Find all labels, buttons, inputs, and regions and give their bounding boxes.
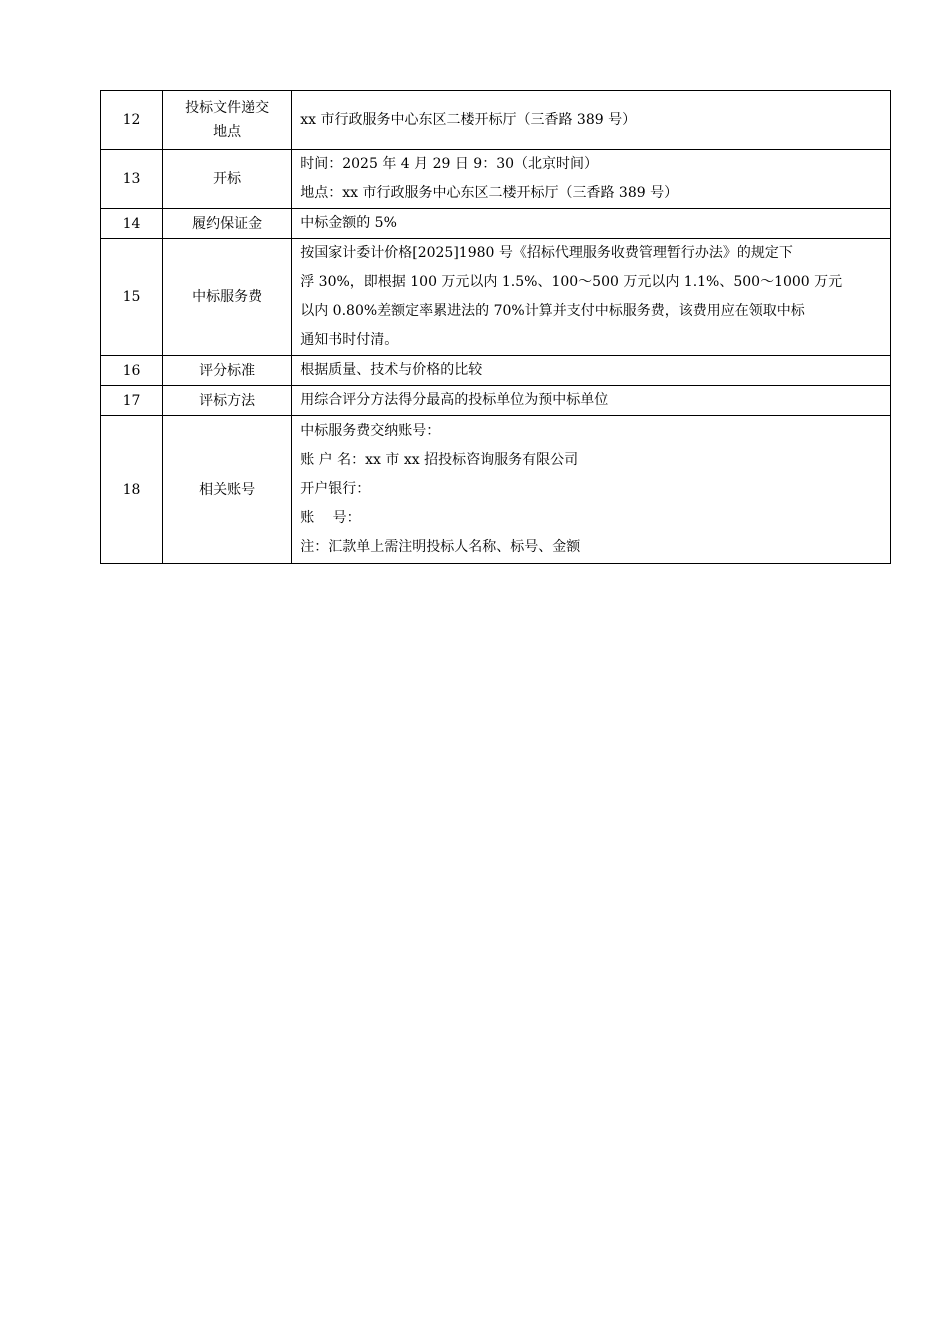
table-row bbox=[101, 416, 891, 564]
row-number: 14 bbox=[101, 209, 163, 239]
row-content-line: 注：汇款单上需注明投标人名称、标号、金额 bbox=[300, 539, 581, 555]
row-item bbox=[163, 416, 292, 564]
row-content bbox=[292, 239, 891, 356]
table-row bbox=[101, 150, 891, 209]
row-item bbox=[163, 150, 292, 209]
row-content-line: 通知书时付清。 bbox=[300, 332, 399, 348]
row-item bbox=[163, 209, 292, 239]
row-content-line: 根据质量、技术与价格的比较 bbox=[300, 362, 483, 378]
row-content-line: 账 户 名：xx 市 xx 招投标咨询服务有限公司 bbox=[300, 452, 579, 468]
table-row bbox=[101, 91, 891, 150]
row-item-line: 履约保证金 bbox=[192, 215, 263, 232]
row-content bbox=[292, 356, 891, 386]
row-item-line: 投标文件递交 bbox=[185, 100, 270, 116]
row-item bbox=[163, 239, 292, 356]
row-content bbox=[292, 91, 891, 150]
row-item bbox=[163, 386, 292, 416]
row-item-line: 评分标准 bbox=[199, 362, 256, 379]
table-row bbox=[101, 356, 891, 386]
row-item-line: 开标 bbox=[213, 171, 242, 187]
row-content bbox=[292, 150, 891, 209]
row-number: 15 bbox=[101, 239, 163, 356]
row-content-line: 开户银行： bbox=[300, 481, 371, 497]
table-row bbox=[101, 239, 891, 356]
row-content-line: 账 号： bbox=[300, 510, 361, 526]
table-row bbox=[101, 386, 891, 416]
row-number: 16 bbox=[101, 356, 163, 386]
row-content-line: 中标金额的 5% bbox=[300, 215, 397, 231]
row-content-line: 中标服务费交纳账号： bbox=[300, 423, 441, 439]
row-item bbox=[163, 91, 292, 150]
row-number: 18 bbox=[101, 416, 163, 564]
row-content-line: 时间：2025 年 4 月 29 日 9：30（北京时间） bbox=[300, 156, 599, 172]
row-content bbox=[292, 209, 891, 239]
row-content bbox=[292, 416, 891, 564]
table-row bbox=[101, 209, 891, 239]
row-item-line: 中标服务费 bbox=[192, 289, 263, 305]
row-content-line: 以内 0.80%差额定率累进法的 70%计算并支付中标服务费，该费用应在领取中标 bbox=[300, 303, 805, 319]
row-number: 12 bbox=[101, 91, 163, 150]
row-content-line: 按国家计委计价格[2025]1980 号《招标代理服务收费管理暂行办法》的规定下 bbox=[300, 245, 793, 261]
row-item bbox=[163, 356, 292, 386]
row-item-line: 评标方法 bbox=[199, 392, 256, 409]
row-number: 13 bbox=[101, 150, 163, 209]
row-content bbox=[292, 386, 891, 416]
row-item-line: 地点 bbox=[213, 124, 242, 140]
row-item-line: 相关账号 bbox=[199, 481, 256, 498]
row-number: 17 bbox=[101, 386, 163, 416]
row-content-line: 用综合评分方法得分最高的投标单位为预中标单位 bbox=[300, 392, 609, 408]
row-content-line: 地点：xx 市行政服务中心东区二楼开标厅（三香路 389 号） bbox=[300, 185, 679, 201]
bid-info-table bbox=[100, 90, 891, 564]
row-content-line: xx 市行政服务中心东区二楼开标厅（三香路 389 号） bbox=[300, 111, 637, 128]
row-content-line: 浮 30%，即根据 100 万元以内 1.5%、100～500 万元以内 1.1%、500～1000 万元 bbox=[300, 274, 843, 290]
